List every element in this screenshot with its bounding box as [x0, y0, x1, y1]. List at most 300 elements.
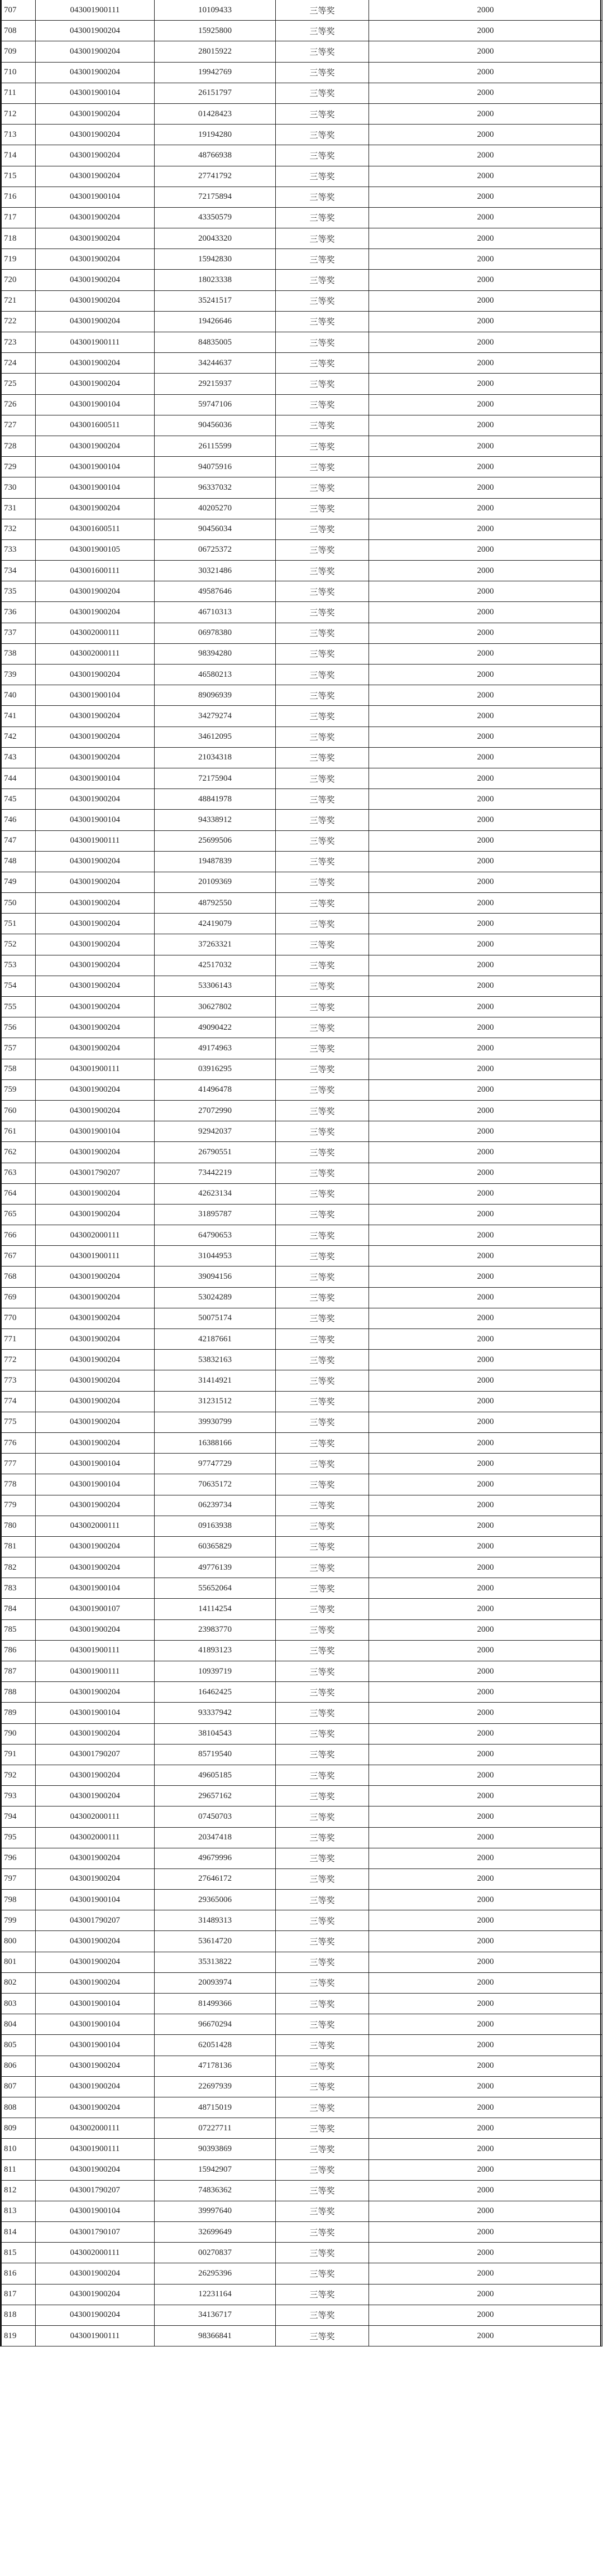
class-code-cell: 043002000111 — [36, 2243, 155, 2263]
row-number: 719 — [2, 249, 36, 270]
ticket-number-cell: 90393869 — [155, 2139, 276, 2159]
prize-amount-cell: 2000 — [369, 1744, 602, 1765]
prize-amount-cell: 2000 — [369, 103, 602, 124]
row-number: 818 — [2, 2305, 36, 2325]
table-row — [2, 21, 602, 41]
prize-amount-cell: 2000 — [369, 1806, 602, 1827]
class-code-cell: 043001900111 — [36, 1640, 155, 1661]
prize-level-cell: 三等奖 — [276, 2159, 369, 2180]
prize-level-cell: 三等奖 — [276, 1017, 369, 1038]
table-row — [2, 1495, 602, 1516]
table-row — [2, 477, 602, 498]
prize-level-cell: 三等奖 — [276, 1536, 369, 1557]
prize-level-cell: 三等奖 — [276, 477, 369, 498]
table-row — [2, 997, 602, 1017]
ticket-number-cell: 96670294 — [155, 2014, 276, 2035]
prize-level-cell: 三等奖 — [276, 207, 369, 228]
class-code-cell: 043001900204 — [36, 2056, 155, 2076]
class-code-cell: 043001900204 — [36, 893, 155, 914]
row-number: 819 — [2, 2326, 36, 2346]
table-row — [2, 1765, 602, 1785]
prize-amount-cell: 2000 — [369, 1412, 602, 1432]
class-code-cell: 043001900204 — [36, 1848, 155, 1868]
table-row — [2, 1038, 602, 1059]
ticket-number-cell: 53024289 — [155, 1287, 276, 1308]
row-number: 713 — [2, 125, 36, 145]
class-code-cell: 043001900204 — [36, 1723, 155, 1744]
ticket-number-cell: 72175904 — [155, 768, 276, 788]
ticket-number-cell: 48841978 — [155, 789, 276, 810]
table-row — [2, 1599, 602, 1619]
class-code-cell: 043001900204 — [36, 436, 155, 456]
prize-level-cell: 三等奖 — [276, 1765, 369, 1785]
prize-level-cell: 三等奖 — [276, 747, 369, 768]
ticket-number-cell: 34136717 — [155, 2305, 276, 2325]
table-row — [2, 1557, 602, 1578]
prize-amount-cell: 2000 — [369, 1121, 602, 1142]
prize-level-cell: 三等奖 — [276, 706, 369, 727]
row-number: 772 — [2, 1350, 36, 1370]
table-row — [2, 1744, 602, 1765]
row-number: 758 — [2, 1059, 36, 1079]
row-number: 784 — [2, 1599, 36, 1619]
class-code-cell: 043001900204 — [36, 1619, 155, 1640]
prize-level-cell: 三等奖 — [276, 1619, 369, 1640]
row-number: 728 — [2, 436, 36, 456]
prize-level-cell: 三等奖 — [276, 519, 369, 539]
row-number: 759 — [2, 1079, 36, 1100]
prize-level-cell: 三等奖 — [276, 1661, 369, 1682]
prize-level-cell: 三等奖 — [276, 41, 369, 62]
class-code-cell: 043001900104 — [36, 1454, 155, 1474]
row-number: 745 — [2, 789, 36, 810]
prize-level-cell: 三等奖 — [276, 1578, 369, 1599]
prize-level-cell: 三等奖 — [276, 665, 369, 685]
row-number: 815 — [2, 2243, 36, 2263]
prize-amount-cell: 2000 — [369, 2263, 602, 2284]
row-number: 800 — [2, 1931, 36, 1952]
row-number: 717 — [2, 207, 36, 228]
ticket-number-cell: 30321486 — [155, 561, 276, 581]
prize-level-cell: 三等奖 — [276, 1329, 369, 1350]
table-row — [2, 2222, 602, 2243]
ticket-number-cell: 48715019 — [155, 2097, 276, 2118]
ticket-number-cell: 22697939 — [155, 2076, 276, 2097]
ticket-number-cell: 38104543 — [155, 1723, 276, 1744]
class-code-cell: 043001900104 — [36, 1890, 155, 1910]
ticket-number-cell: 70635172 — [155, 1474, 276, 1495]
prize-level-cell: 三等奖 — [276, 1474, 369, 1495]
row-number: 742 — [2, 727, 36, 747]
class-code-cell: 043001900204 — [36, 228, 155, 249]
class-code-cell: 043001900204 — [36, 311, 155, 332]
ticket-number-cell: 50075174 — [155, 1308, 276, 1328]
prize-level-cell: 三等奖 — [276, 893, 369, 914]
class-code-cell: 043002000111 — [36, 1516, 155, 1536]
row-number: 783 — [2, 1578, 36, 1599]
prize-level-cell: 三等奖 — [276, 810, 369, 830]
prize-level-cell: 三等奖 — [276, 103, 369, 124]
prize-level-cell: 三等奖 — [276, 2201, 369, 2221]
class-code-cell: 043002000111 — [36, 623, 155, 643]
table-row — [2, 1848, 602, 1868]
class-code-cell: 043001900204 — [36, 789, 155, 810]
table-row — [2, 893, 602, 914]
prize-level-cell: 三等奖 — [276, 1267, 369, 1287]
prize-level-cell: 三等奖 — [276, 145, 369, 166]
table-row — [2, 1225, 602, 1246]
row-number: 801 — [2, 1952, 36, 1972]
ticket-number-cell: 19194280 — [155, 125, 276, 145]
prize-level-cell: 三等奖 — [276, 1952, 369, 1972]
prize-level-cell: 三等奖 — [276, 1786, 369, 1806]
ticket-number-cell: 07227711 — [155, 2118, 276, 2139]
prize-amount-cell: 2000 — [369, 311, 602, 332]
prize-amount-cell: 2000 — [369, 1287, 602, 1308]
table-row — [2, 311, 602, 332]
class-code-cell: 043001900204 — [36, 1391, 155, 1412]
ticket-number-cell: 42187661 — [155, 1329, 276, 1350]
ticket-number-cell: 42623134 — [155, 1183, 276, 1204]
class-code-cell: 043001900204 — [36, 747, 155, 768]
class-code-cell: 043001900104 — [36, 457, 155, 477]
row-number: 718 — [2, 228, 36, 249]
ticket-number-cell: 37263321 — [155, 934, 276, 955]
table-row — [2, 1890, 602, 1910]
prize-amount-cell: 2000 — [369, 1370, 602, 1391]
class-code-cell: 043001900111 — [36, 2139, 155, 2159]
class-code-cell: 043001600511 — [36, 519, 155, 539]
ticket-number-cell: 27072990 — [155, 1100, 276, 1121]
class-code-cell: 043001900204 — [36, 1868, 155, 1889]
prize-amount-cell: 2000 — [369, 934, 602, 955]
prize-level-cell: 三等奖 — [276, 997, 369, 1017]
row-number: 736 — [2, 602, 36, 623]
row-number: 744 — [2, 768, 36, 788]
prize-level-cell: 三等奖 — [276, 685, 369, 706]
row-number: 790 — [2, 1723, 36, 1744]
class-code-cell: 043001900204 — [36, 1183, 155, 1204]
prize-amount-cell: 2000 — [369, 166, 602, 187]
class-code-cell: 043001900204 — [36, 1038, 155, 1059]
ticket-number-cell: 90456034 — [155, 519, 276, 539]
ticket-number-cell: 98394280 — [155, 643, 276, 664]
prize-amount-cell: 2000 — [369, 1183, 602, 1204]
prize-amount-cell: 2000 — [369, 789, 602, 810]
prize-amount-cell: 2000 — [369, 41, 602, 62]
class-code-cell: 043001900204 — [36, 581, 155, 602]
prize-level-cell: 三等奖 — [276, 1183, 369, 1204]
class-code-cell: 043001900111 — [36, 0, 155, 21]
row-number: 804 — [2, 2014, 36, 2035]
table-row — [2, 41, 602, 62]
ticket-number-cell: 26295396 — [155, 2263, 276, 2284]
ticket-number-cell: 32699649 — [155, 2222, 276, 2243]
row-number: 724 — [2, 353, 36, 374]
prize-level-cell: 三等奖 — [276, 2243, 369, 2263]
prize-level-cell: 三等奖 — [276, 1204, 369, 1225]
ticket-number-cell: 07450703 — [155, 1806, 276, 1827]
ticket-number-cell: 25699506 — [155, 830, 276, 851]
prize-level-cell: 三等奖 — [276, 1599, 369, 1619]
ticket-number-cell: 16388166 — [155, 1432, 276, 1453]
prize-amount-cell: 2000 — [369, 1267, 602, 1287]
row-number: 763 — [2, 1163, 36, 1183]
prize-amount-cell: 2000 — [369, 2222, 602, 2243]
ticket-number-cell: 92942037 — [155, 1121, 276, 1142]
ticket-number-cell: 93337942 — [155, 1703, 276, 1723]
ticket-number-cell: 18023338 — [155, 270, 276, 290]
prize-amount-cell: 2000 — [369, 1038, 602, 1059]
prize-amount-cell: 2000 — [369, 207, 602, 228]
prize-amount-cell: 2000 — [369, 1329, 602, 1350]
class-code-cell: 043001900104 — [36, 2014, 155, 2035]
class-code-cell: 043001900204 — [36, 270, 155, 290]
table-row — [2, 1267, 602, 1287]
prize-amount-cell: 2000 — [369, 187, 602, 207]
row-number: 805 — [2, 2035, 36, 2056]
ticket-number-cell: 20347418 — [155, 1827, 276, 1848]
prize-level-cell: 三等奖 — [276, 415, 369, 436]
table-row — [2, 1474, 602, 1495]
prize-level-cell: 三等奖 — [276, 768, 369, 788]
prize-amount-cell: 2000 — [369, 602, 602, 623]
ticket-number-cell: 15925800 — [155, 21, 276, 41]
ticket-number-cell: 94338912 — [155, 810, 276, 830]
table-row — [2, 1163, 602, 1183]
prize-level-cell: 三等奖 — [276, 581, 369, 602]
ticket-number-cell: 19487839 — [155, 851, 276, 872]
table-row — [2, 1723, 602, 1744]
ticket-number-cell: 49174963 — [155, 1038, 276, 1059]
ticket-number-cell: 34244637 — [155, 353, 276, 374]
row-number: 762 — [2, 1142, 36, 1163]
table-row — [2, 62, 602, 83]
table-row — [2, 1536, 602, 1557]
ticket-number-cell: 48792550 — [155, 893, 276, 914]
table-row — [2, 1806, 602, 1827]
prize-level-cell: 三等奖 — [276, 2097, 369, 2118]
table-row — [2, 394, 602, 415]
ticket-number-cell: 19942769 — [155, 62, 276, 83]
prize-amount-cell: 2000 — [369, 1557, 602, 1578]
ticket-number-cell: 16462425 — [155, 1682, 276, 1703]
class-code-cell: 043001900204 — [36, 41, 155, 62]
row-number: 771 — [2, 1329, 36, 1350]
prize-level-cell: 三等奖 — [276, 83, 369, 103]
class-code-cell: 043001900204 — [36, 1100, 155, 1121]
table-row — [2, 1350, 602, 1370]
prize-amount-cell: 2000 — [369, 2035, 602, 2056]
ticket-number-cell: 27741792 — [155, 166, 276, 187]
row-number: 778 — [2, 1474, 36, 1495]
prize-table — [1, 0, 602, 2346]
prize-level-cell: 三等奖 — [276, 228, 369, 249]
class-code-cell: 043001900204 — [36, 1329, 155, 1350]
table-row — [2, 103, 602, 124]
prize-level-cell: 三等奖 — [276, 1350, 369, 1370]
ticket-number-cell: 19426646 — [155, 311, 276, 332]
prize-amount-cell: 2000 — [369, 1661, 602, 1682]
prize-level-cell: 三等奖 — [276, 353, 369, 374]
class-code-cell: 043001900104 — [36, 187, 155, 207]
table-row — [2, 1786, 602, 1806]
class-code-cell: 043001900204 — [36, 934, 155, 955]
class-code-cell: 043001900204 — [36, 2159, 155, 2180]
table-row — [2, 1287, 602, 1308]
ticket-number-cell: 49679996 — [155, 1848, 276, 1868]
class-code-cell: 043001900204 — [36, 353, 155, 374]
table-row — [2, 1619, 602, 1640]
ticket-number-cell: 09163938 — [155, 1516, 276, 1536]
row-number: 803 — [2, 1994, 36, 2014]
table-row — [2, 851, 602, 872]
prize-level-cell: 三等奖 — [276, 2118, 369, 2139]
table-row — [2, 747, 602, 768]
prize-amount-cell: 2000 — [369, 1972, 602, 1993]
prize-level-cell: 三等奖 — [276, 1640, 369, 1661]
ticket-number-cell: 42517032 — [155, 955, 276, 976]
row-number: 708 — [2, 21, 36, 41]
ticket-number-cell: 90456036 — [155, 415, 276, 436]
table-row — [2, 976, 602, 996]
row-number: 814 — [2, 2222, 36, 2243]
table-row — [2, 0, 602, 21]
prize-amount-cell: 2000 — [369, 706, 602, 727]
prize-level-cell: 三等奖 — [276, 2076, 369, 2097]
prize-amount-cell: 2000 — [369, 768, 602, 788]
prize-amount-cell: 2000 — [369, 2284, 602, 2305]
class-code-cell: 043001900204 — [36, 1786, 155, 1806]
ticket-number-cell: 26115599 — [155, 436, 276, 456]
table-row — [2, 1100, 602, 1121]
table-row — [2, 1703, 602, 1723]
prize-amount-cell: 2000 — [369, 290, 602, 311]
table-row — [2, 1204, 602, 1225]
ticket-number-cell: 74836362 — [155, 2180, 276, 2201]
prize-amount-cell: 2000 — [369, 1100, 602, 1121]
table-row — [2, 581, 602, 602]
table-row — [2, 457, 602, 477]
row-number: 725 — [2, 374, 36, 394]
prize-amount-cell: 2000 — [369, 1848, 602, 1868]
class-code-cell: 043001900204 — [36, 1536, 155, 1557]
ticket-number-cell: 42419079 — [155, 914, 276, 934]
prize-amount-cell: 2000 — [369, 851, 602, 872]
class-code-cell: 043002000111 — [36, 1225, 155, 1246]
ticket-number-cell: 06978380 — [155, 623, 276, 643]
ticket-number-cell: 53614720 — [155, 1931, 276, 1952]
ticket-number-cell: 15942830 — [155, 249, 276, 270]
row-number: 731 — [2, 498, 36, 519]
prize-level-cell: 三等奖 — [276, 1287, 369, 1308]
class-code-cell: 043001900204 — [36, 249, 155, 270]
prize-amount-cell: 2000 — [369, 955, 602, 976]
prize-amount-cell: 2000 — [369, 1474, 602, 1495]
prize-level-cell: 三等奖 — [276, 1868, 369, 1889]
prize-level-cell: 三等奖 — [276, 934, 369, 955]
row-number: 792 — [2, 1765, 36, 1785]
ticket-number-cell: 46710313 — [155, 602, 276, 623]
table-row — [2, 1827, 602, 1848]
row-number: 746 — [2, 810, 36, 830]
ticket-number-cell: 40205270 — [155, 498, 276, 519]
prize-level-cell: 三等奖 — [276, 1454, 369, 1474]
class-code-cell: 043001900104 — [36, 1578, 155, 1599]
row-number: 748 — [2, 851, 36, 872]
row-number: 727 — [2, 415, 36, 436]
prize-amount-cell: 2000 — [369, 1578, 602, 1599]
prize-amount-cell: 2000 — [369, 2097, 602, 2118]
class-code-cell: 043001900104 — [36, 1994, 155, 2014]
prize-level-cell: 三等奖 — [276, 561, 369, 581]
row-number: 714 — [2, 145, 36, 166]
prize-level-cell: 三等奖 — [276, 436, 369, 456]
prize-amount-cell: 2000 — [369, 519, 602, 539]
ticket-number-cell: 73442219 — [155, 1163, 276, 1183]
prize-amount-cell: 2000 — [369, 747, 602, 768]
prize-amount-cell: 2000 — [369, 685, 602, 706]
ticket-number-cell: 29657162 — [155, 1786, 276, 1806]
table-row — [2, 249, 602, 270]
table-row — [2, 166, 602, 187]
prize-level-cell: 三等奖 — [276, 374, 369, 394]
ticket-number-cell: 97747729 — [155, 1454, 276, 1474]
row-number: 782 — [2, 1557, 36, 1578]
table-row — [2, 2076, 602, 2097]
class-code-cell: 043001790207 — [36, 1744, 155, 1765]
table-row — [2, 727, 602, 747]
ticket-number-cell: 29215937 — [155, 374, 276, 394]
prize-amount-cell: 2000 — [369, 2118, 602, 2139]
prize-level-cell: 三等奖 — [276, 643, 369, 664]
ticket-number-cell: 48766938 — [155, 145, 276, 166]
class-code-cell: 043001900204 — [36, 665, 155, 685]
class-code-cell: 043001900104 — [36, 810, 155, 830]
prize-amount-cell: 2000 — [369, 727, 602, 747]
row-number: 793 — [2, 1786, 36, 1806]
prize-level-cell: 三等奖 — [276, 270, 369, 290]
class-code-cell: 043001900204 — [36, 1267, 155, 1287]
class-code-cell: 043002000111 — [36, 643, 155, 664]
table-row — [2, 2035, 602, 2056]
ticket-number-cell: 30627802 — [155, 997, 276, 1017]
ticket-number-cell: 26790551 — [155, 1142, 276, 1163]
prize-amount-cell: 2000 — [369, 1391, 602, 1412]
row-number: 720 — [2, 270, 36, 290]
table-row — [2, 2243, 602, 2263]
prize-amount-cell: 2000 — [369, 415, 602, 436]
class-code-cell: 043001900104 — [36, 685, 155, 706]
table-row — [2, 706, 602, 727]
prize-level-cell: 三等奖 — [276, 2222, 369, 2243]
row-number: 776 — [2, 1432, 36, 1453]
table-row — [2, 685, 602, 706]
ticket-number-cell: 43350579 — [155, 207, 276, 228]
row-number: 741 — [2, 706, 36, 727]
prize-level-cell: 三等奖 — [276, 1163, 369, 1183]
row-number: 773 — [2, 1370, 36, 1391]
ticket-number-cell: 41496478 — [155, 1079, 276, 1100]
table-row — [2, 207, 602, 228]
class-code-cell: 043001900204 — [36, 166, 155, 187]
prize-amount-cell: 2000 — [369, 228, 602, 249]
row-number: 774 — [2, 1391, 36, 1412]
ticket-number-cell: 81499366 — [155, 1994, 276, 2014]
table-row — [2, 872, 602, 892]
table-row — [2, 2284, 602, 2305]
row-number: 794 — [2, 1806, 36, 1827]
